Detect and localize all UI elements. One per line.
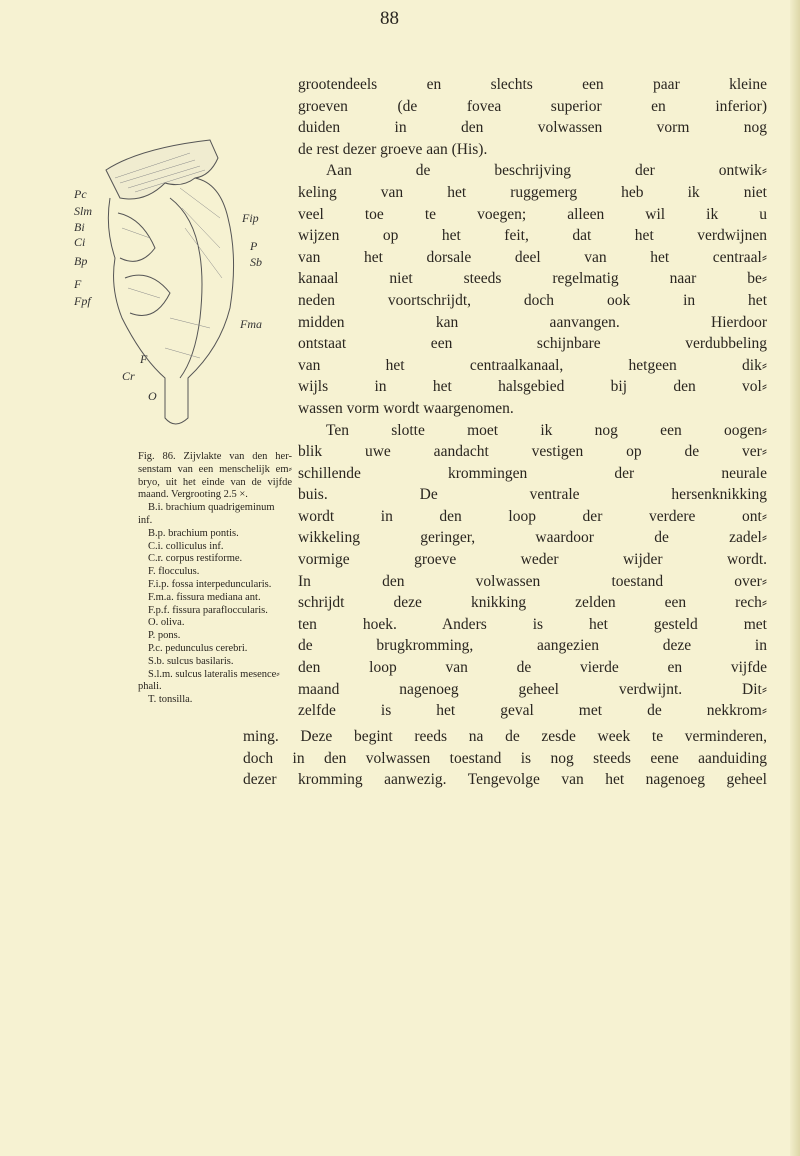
text-line: wassen vorm wordt waargenomen.: [298, 399, 514, 417]
text-line: kanaal niet steeds regelmatig naar be⸗: [298, 270, 767, 288]
figure-label: Slm: [74, 204, 92, 218]
text-line: dezer kromming aanwezig. Tengevolge van het nagenoeg geheel: [243, 771, 767, 789]
text-line: Aan de beschrijving der ontwik⸗: [326, 162, 767, 180]
caption-line: maand. Vergrooting 2.5 ×.: [138, 489, 248, 501]
text-line: de brugkromming, aangezien deze in: [298, 637, 767, 655]
text-line: zelfde is het geval met de nekkrom⸗: [298, 702, 767, 720]
figure-label: Fip: [242, 211, 259, 225]
text-line: de rest dezer groeve aan (His).: [298, 140, 488, 158]
figure-label: Fma: [240, 317, 262, 331]
figure-label: Fpf: [74, 294, 91, 308]
caption-line: B.p. brachium pontis.: [148, 527, 239, 539]
text-line: den loop van de vierde en vijfde: [298, 659, 767, 677]
text-line: buis. De ventrale hersenknikking: [298, 486, 767, 504]
text-line: In den volwassen toestand over⸗: [298, 572, 767, 590]
text-line: wijzen op het feit, dat het verdwijnen: [298, 227, 767, 245]
page-edge-shadow: [790, 0, 800, 1156]
text-line: grootendeels en slechts een paar kleine: [298, 76, 767, 93]
body-text-column: [298, 74, 767, 722]
text-line: van het dorsale deel van het centraal⸗: [298, 248, 767, 266]
text-line: blik uwe aandacht vestigen op de ver⸗: [298, 443, 767, 461]
text-line: groeven (de fovea superior en inferior): [298, 97, 767, 115]
caption-line: Fig. 86. Zijvlakte van den her-: [138, 451, 292, 462]
caption-line: F.m.a. fissura mediana ant.: [148, 591, 261, 603]
text-line: schillende krommingen der neurale: [298, 464, 767, 482]
figure-label: Sb: [250, 255, 262, 269]
text-line: midden kan aanvangen. Hierdoor: [298, 313, 767, 331]
figure-label: Pc: [74, 187, 87, 201]
text-line: wordt in den loop der verdere ont⸗: [298, 507, 767, 525]
figure-label: Cr: [122, 369, 135, 383]
caption-line: S.l.m. sulcus lateralis mesence⸗: [148, 668, 280, 680]
figure-label: F: [140, 352, 148, 366]
text-line: ming. Deze begint reeds na de zesde week te verminderen,: [243, 728, 767, 745]
text-line: duiden in den volwassen vorm nog: [298, 119, 767, 137]
page-number: 88: [380, 8, 399, 29]
text-line: neden voortschrijdt, doch ook in het: [298, 291, 767, 309]
caption-line: F.i.p. fossa interpeduncularis.: [148, 578, 272, 590]
caption-line: B.i. brachium quadrigeminum: [148, 502, 275, 514]
figure-label: F: [74, 277, 82, 291]
text-line: veel toe te voegen; alleen wil ik u: [298, 205, 767, 223]
caption-line: C.i. colliculus inf.: [148, 540, 224, 552]
caption-line: P. pons.: [148, 630, 181, 642]
text-line: keling van het ruggemerg heb ik niet: [298, 183, 767, 201]
caption-line: bryo, uit het einde van de vijfde: [138, 476, 292, 488]
figure-label: Bp: [74, 254, 88, 268]
caption-line: inf.: [138, 514, 153, 526]
caption-line: C.r. corpus restiforme.: [148, 553, 243, 565]
text-line: ten hoek. Anders is het gesteld met: [298, 615, 767, 633]
text-line: schrijdt deze knikking zelden een rech⸗: [298, 594, 767, 612]
text-line: vormige groeve weder wijder wordt.: [298, 551, 767, 569]
caption-line: T. tonsilla.: [148, 694, 193, 706]
caption-line: F. flocculus.: [148, 566, 200, 578]
figure-label: Bi: [74, 220, 85, 234]
text-line: van het centraalkanaal, hetgeen dik⸗: [298, 356, 767, 374]
figure-label: P: [250, 239, 258, 253]
figure-caption: [138, 451, 292, 707]
figure-label: Ci: [74, 235, 86, 249]
body-text-full-width: [243, 726, 767, 791]
text-line: Ten slotte moet ik nog een oogen⸗: [326, 421, 767, 439]
text-line: ontstaat een schijnbare verdubbeling: [298, 335, 767, 353]
text-line: doch in den volwassen toestand is nog steeds eene aanduiding: [243, 749, 767, 767]
caption-line: phali.: [138, 681, 162, 693]
text-line: wijls in het halsgebied bij den vol⸗: [298, 378, 767, 396]
caption-line: senstam van een menschelijk em⸗: [138, 463, 292, 475]
text-line: maand nagenoeg geheel verdwijnt. Dit⸗: [298, 680, 767, 698]
caption-line: O. oliva.: [148, 617, 185, 629]
caption-line: F.p.f. fissura parafloccularis.: [148, 604, 268, 616]
figure-brainstem-illustration: [70, 118, 290, 438]
caption-line: S.b. sulcus basilaris.: [148, 655, 234, 667]
text-line: wikkeling geringer, waardoor de zadel⸗: [298, 529, 767, 547]
caption-line: P.c. pedunculus cerebri.: [148, 642, 248, 654]
figure-label: O: [148, 389, 157, 403]
